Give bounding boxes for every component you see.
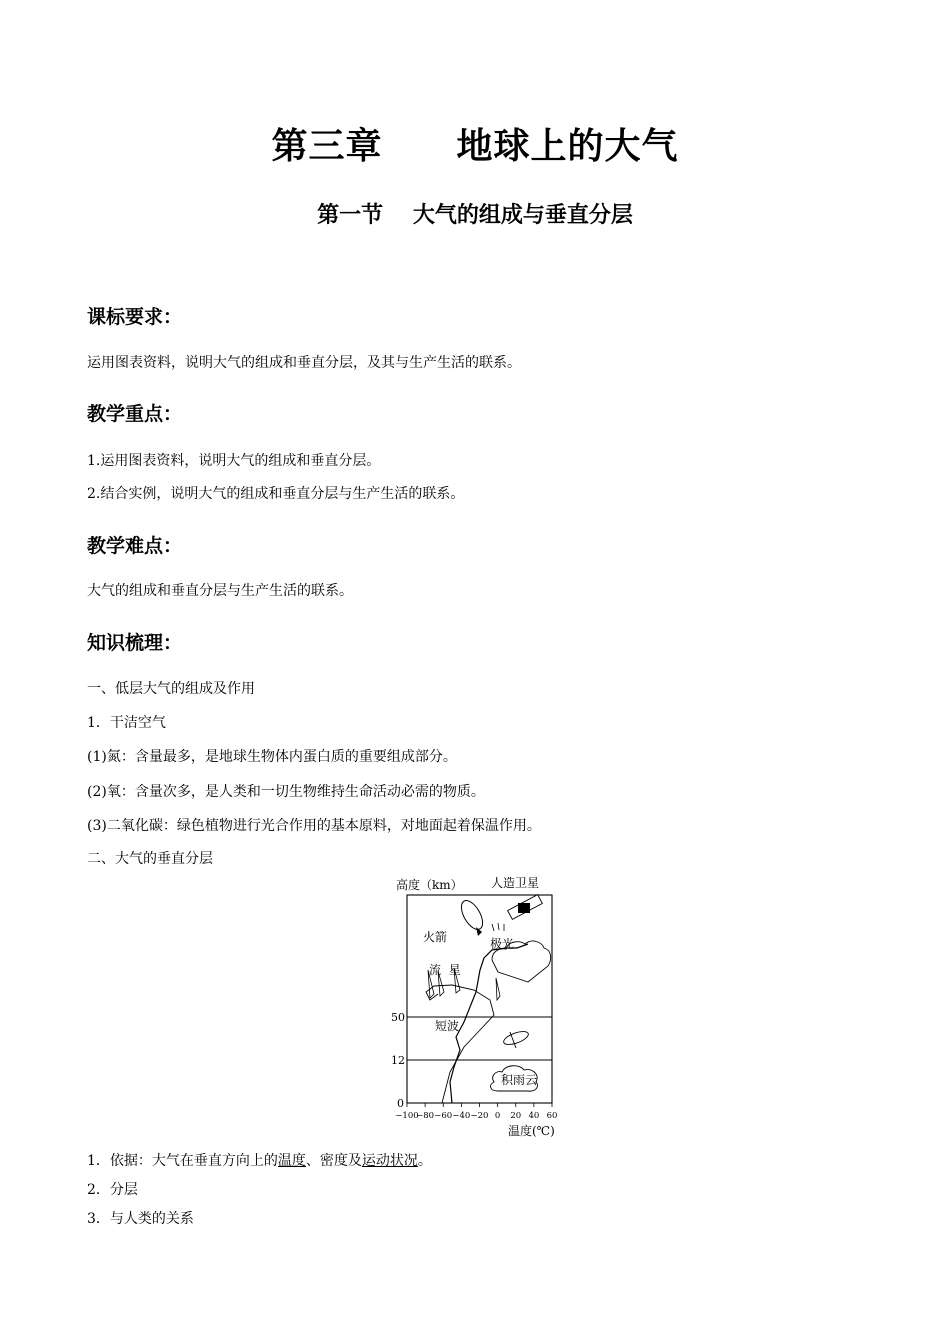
- x-tick: 20: [510, 1111, 522, 1121]
- y-tick: 50: [391, 1011, 405, 1024]
- satellite-body-icon: [518, 903, 530, 913]
- x-tick: 40: [528, 1111, 540, 1121]
- basis-end: 。: [417, 1153, 432, 1169]
- satellite-label: 人造卫星: [491, 876, 540, 890]
- section-title: 第一节 大气的组成与垂直分层: [317, 203, 633, 228]
- shortwave-path: [426, 985, 494, 1103]
- x-tick: −100: [395, 1111, 419, 1121]
- aurora-label: 极光: [490, 937, 515, 951]
- atmosphere-layers-figure: [380, 872, 570, 1144]
- x-tick: −20: [470, 1111, 489, 1121]
- cloud-label: 积雨云: [501, 1073, 538, 1087]
- part1-title: 一、低层大气的组成及作用: [87, 681, 255, 697]
- part2-title: 二、大气的垂直分层: [87, 851, 213, 867]
- curriculum-text: 运用图表资料，说明大气的组成和垂直分层，及其与生产生活的联系。: [87, 355, 521, 371]
- co2-text: (3)二氧化碳：绿色植物进行光合作用的基本原料，对地面起着保温作用。: [87, 818, 541, 834]
- difficulties-text: 大气的组成和垂直分层与生产生活的联系。: [87, 583, 353, 599]
- key-point-item: 1.运用图表资料，说明大气的组成和垂直分层。: [87, 453, 381, 469]
- key-points-heading: 教学重点：: [87, 403, 183, 425]
- x-axis-label: 温度(℃): [508, 1124, 555, 1138]
- x-axis-ticks: [395, 1103, 557, 1121]
- layers-title: 2．分层: [87, 1182, 138, 1198]
- airplane-icon: [502, 1029, 530, 1047]
- y-tick: 12: [391, 1054, 405, 1067]
- x-tick: 0: [494, 1111, 501, 1121]
- basis-line: [87, 1151, 432, 1171]
- aurora-ray: [492, 924, 494, 931]
- basis-mid: 、密度及: [305, 1153, 362, 1169]
- rocket-label: 火箭: [423, 930, 448, 944]
- aurora-ray: [498, 923, 499, 930]
- y-tick: 0: [397, 1097, 404, 1110]
- meteor-icon: [496, 978, 500, 1000]
- airplane-wing-icon: [510, 1032, 516, 1048]
- dry-air-title: 1．干洁空气: [87, 715, 166, 731]
- x-tick: −80: [416, 1111, 435, 1121]
- chart-frame: [407, 895, 552, 1103]
- basis-temperature: 温度: [277, 1153, 306, 1169]
- shortwave-label: 短波: [435, 1019, 460, 1033]
- oxygen-text: (2)氧：含量次多，是人类和一切生物维持生命活动必需的物质。: [87, 784, 485, 800]
- relation-title: 3．与人类的关系: [87, 1211, 194, 1227]
- rocket-icon: [457, 897, 487, 933]
- nitrogen-text: (1)氮：含量最多，是地球生物体内蛋白质的重要组成部分。: [87, 749, 457, 765]
- key-point-item: 2.结合实例，说明大气的组成和垂直分层与生产生活的联系。: [87, 486, 465, 502]
- curriculum-heading: 课标要求：: [87, 306, 183, 328]
- y-axis-label: 高度（km）: [396, 878, 463, 892]
- basis-motion: 运动状况: [361, 1153, 418, 1169]
- x-tick: −60: [434, 1111, 453, 1121]
- x-tick: 60: [546, 1111, 558, 1121]
- meteor-label: 流 星: [429, 963, 461, 977]
- x-tick: −40: [452, 1111, 471, 1121]
- difficulties-heading: 教学难点：: [87, 535, 183, 557]
- chapter-title: 第三章 地球上的大气: [271, 126, 679, 167]
- knowledge-heading: 知识梳理：: [87, 632, 183, 654]
- basis-prefix: 1．依据：大气在垂直方向上的: [87, 1153, 278, 1169]
